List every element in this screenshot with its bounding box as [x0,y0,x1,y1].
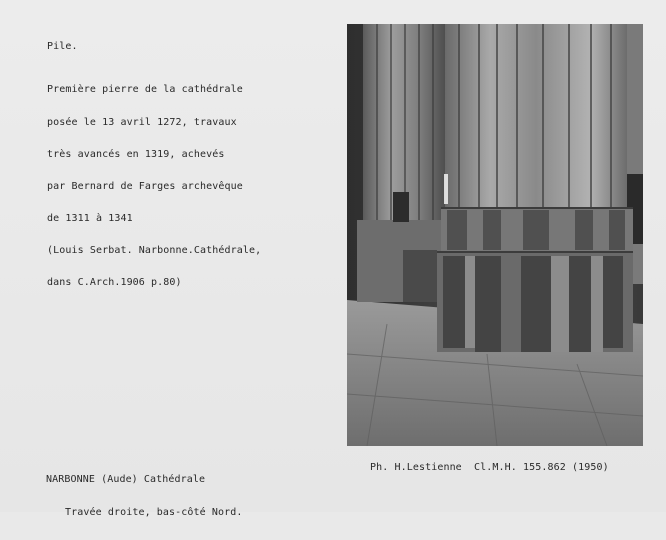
description-line: très avancés en 1319, achevés [47,148,225,160]
sublocation-label: Travée droite, bas-côté Nord. [65,507,243,518]
description-line: par Bernard de Farges archevêque [47,180,243,192]
description-line: (Louis Serbat. Narbonne.Cathédrale, [47,244,262,256]
description-line: posée le 13 avril 1272, travaux [47,116,237,128]
description-line: de 1311 à 1341 [47,212,133,224]
description-line: dans C.Arch.1906 p.80) [47,276,182,288]
photo-credit: Ph. H.Lestienne Cl.M.H. 155.862 (1950) [370,462,609,473]
location-label: NARBONNE (Aude) Cathédrale [46,474,206,485]
card-title: Pile. [47,41,78,52]
location-caption [46,452,243,540]
description-block [47,64,261,310]
description-line: Première pierre de la cathédrale [47,84,243,96]
pillar-photograph [347,24,643,446]
photo-illustration [347,24,643,446]
